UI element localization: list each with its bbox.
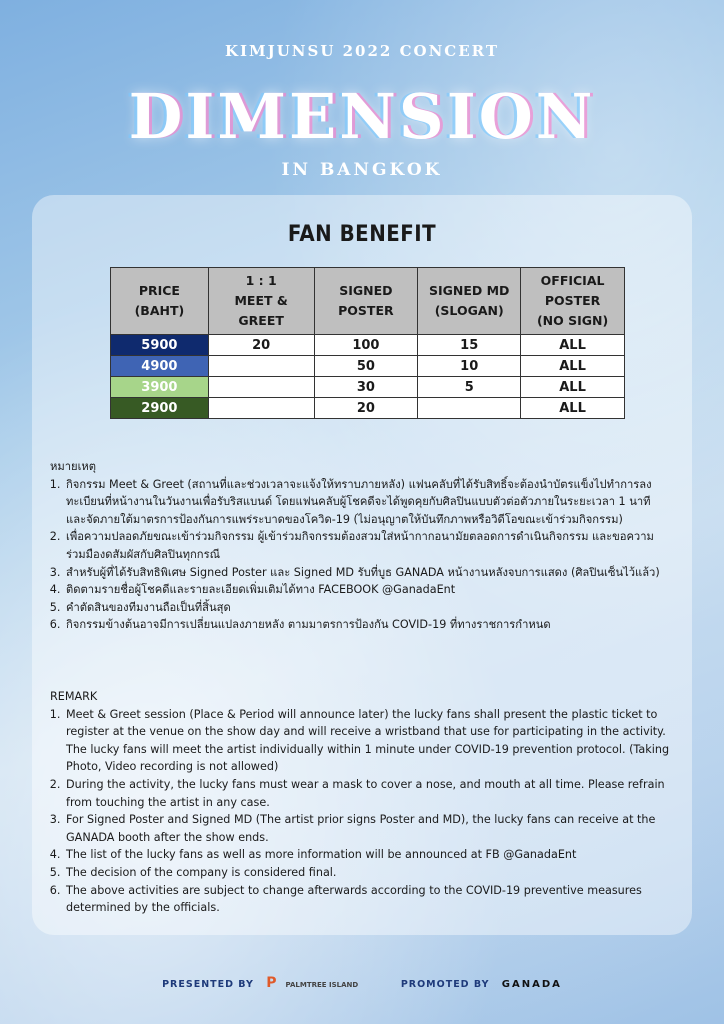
col-header-signed-md: SIGNED MD (SLOGAN) xyxy=(418,268,521,335)
col-header-price: PRICE (BAHT) xyxy=(111,268,209,335)
price-cell: 2900 xyxy=(111,398,209,419)
thai-notes-heading: หมายเหตุ xyxy=(50,460,97,473)
list-item: 2. During the activity, the lucky fans must wear a mask to cover a nose, and mouth at all time. Please refrain from touching the artist in any case. xyxy=(64,776,670,811)
official-poster-cell: ALL xyxy=(521,398,625,419)
palmtree-logo: P xyxy=(266,975,278,991)
price-cell: 3900 xyxy=(111,377,209,398)
meet-greet-cell: 20 xyxy=(208,335,314,356)
list-item: 1. กิจกรรม Meet & Greet (สถานที่และช่วงเวลาจะแจ้งให้ทราบภายหลัง) แฟนคลับที่ได้รับสิทธิ์จะต้องนำบัตรแข็งไปทำการลงทะเบียนที่หน้างานในวันงานเพื่อรับริสแบนด์ โดยแฟนคลับผู้โชคดีจะได้พูดคุยกับศิลปินแบบตัวต่อตัวภายในระยะเวลา 1 นาที และจัดภายใต้มาตรการป้องกันการแพร่ระบาดของโควิด-19 (ไม่อนุญาตให้บันทึกภาพหรือวิดีโอขณะเข้าร่วมกิจกรรม) xyxy=(64,476,670,529)
list-item: 6. กิจกรรมข้างต้นอาจมีการเปลี่ยนแปลงภายหลัง ตามมาตรการป้องกัน COVID-19 ที่ทางราชการกำหนด xyxy=(64,616,670,634)
remark-list xyxy=(50,706,670,917)
signed-poster-cell: 100 xyxy=(314,335,418,356)
list-item: 3. For Signed Poster and Signed MD (The artist prior signs Poster and MD), the lucky fans can receive at the GANADA booth after the show ends. xyxy=(64,811,670,846)
remark-heading: REMARK xyxy=(50,690,98,703)
table-row xyxy=(111,377,625,398)
signed-md-cell xyxy=(418,398,521,419)
official-poster-cell: ALL xyxy=(521,335,625,356)
list-item: 2. เพื่อความปลอดภัยขณะเข้าร่วมกิจกรรม ผู้เข้าร่วมกิจกรรมต้องสวมใส่หน้ากากอนามัยตลอดการดำเนินกิจกรรม และขอความร่วมมืองดสัมผัสกับศิลปินทุกกรณี xyxy=(64,528,670,563)
promoted-by-label: PROMOTED BY xyxy=(400,979,490,990)
thai-notes-list xyxy=(50,476,670,634)
thai-notes xyxy=(50,458,670,634)
col-header-official-poster: OFFICIAL POSTER (NO SIGN) xyxy=(521,268,625,335)
presented-by-label: PRESENTED BY xyxy=(162,979,254,990)
col-header-signed-poster: SIGNED POSTER xyxy=(314,268,418,335)
list-item: 4. ติดตามรายชื่อผู้โชคดีและรายละเอียดเพิ่มเติมได้ทาง FACEBOOK @GanadaEnt xyxy=(64,581,670,599)
palmtree-name: PALMTREE ISLAND xyxy=(285,981,359,989)
signed-poster-cell: 30 xyxy=(314,377,418,398)
list-item: 5. คำตัดสินของทีมงานถือเป็นที่สิ้นสุด xyxy=(64,599,670,617)
signed-md-cell: 10 xyxy=(418,356,521,377)
fan-benefit-title: FAN BENEFIT xyxy=(287,222,437,247)
official-poster-cell: ALL xyxy=(521,377,625,398)
table-row xyxy=(111,356,625,377)
list-item: 3. สำหรับผู้ที่ได้รับสิทธิพิเศษ Signed Poster และ Signed MD รับที่บูธ GANADA หน้างานหลังจบการแสดง (ศิลปินเซ็นไว้แล้ว) xyxy=(64,564,670,582)
concert-subtitle: KIMJUNSU 2022 CONCERT xyxy=(224,42,500,60)
price-cell: 4900 xyxy=(111,356,209,377)
footer xyxy=(0,975,724,991)
signed-poster-cell: 50 xyxy=(314,356,418,377)
dimension-title: DIMENSION xyxy=(128,80,596,153)
signed-poster-cell: 20 xyxy=(314,398,418,419)
meet-greet-cell xyxy=(208,356,314,377)
signed-md-cell: 15 xyxy=(418,335,521,356)
benefit-table xyxy=(110,267,625,419)
price-cell: 5900 xyxy=(111,335,209,356)
remark-notes xyxy=(50,688,670,917)
col-header-meet-greet: 1 : 1 MEET & GREET xyxy=(208,268,314,335)
meet-greet-cell xyxy=(208,398,314,419)
list-item: 4. The list of the lucky fans as well as more information will be announced at FB @GanadaEnt xyxy=(64,846,670,864)
meet-greet-cell xyxy=(208,377,314,398)
list-item: 6. The above activities are subject to change afterwards according to the COVID-19 preventive measures determined by the officials. xyxy=(64,882,670,917)
official-poster-cell: ALL xyxy=(521,356,625,377)
ganada-logo: GANADA xyxy=(501,979,562,990)
table-row xyxy=(111,398,625,419)
list-item: 5. The decision of the company is considered final. xyxy=(64,864,670,882)
table-row xyxy=(111,335,625,356)
location-subtitle: IN BANGKOK xyxy=(281,160,443,180)
list-item: 1. Meet & Greet session (Place & Period will announce later) the lucky fans shall present the plastic ticket to register at the venue on the show day and will receive a wristband that use for participating in the activity. The lucky fans will meet the artist individually within 1 minute under COVID-19 prevention protocol. (Taking Photo, Video recording is not allowed) xyxy=(64,706,670,776)
signed-md-cell: 5 xyxy=(418,377,521,398)
